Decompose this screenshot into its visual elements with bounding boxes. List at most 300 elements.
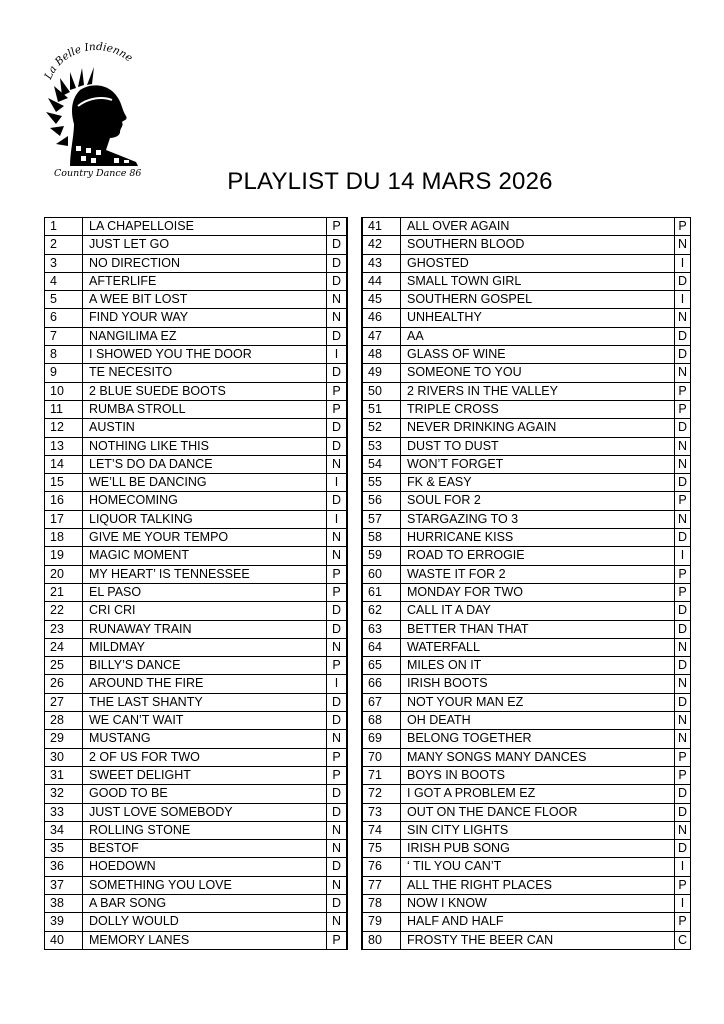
song-title: CALL IT A DAY bbox=[401, 602, 675, 620]
song-number: 16 bbox=[45, 492, 83, 510]
song-title: SOUTHERN BLOOD bbox=[401, 236, 675, 254]
song-title: AFTERLIFE bbox=[83, 272, 327, 290]
song-level-code: P bbox=[327, 748, 347, 766]
song-title: NO DIRECTION bbox=[83, 254, 327, 272]
song-level-code: P bbox=[327, 583, 347, 601]
song-number: 42 bbox=[363, 236, 401, 254]
song-title: LIQUOR TALKING bbox=[83, 510, 327, 528]
playlist-row bbox=[45, 474, 347, 492]
playlist-row bbox=[363, 858, 691, 876]
playlist-row bbox=[45, 675, 347, 693]
song-title: GOOD TO BE bbox=[83, 785, 327, 803]
song-number: 21 bbox=[45, 583, 83, 601]
song-title: NOTHING LIKE THIS bbox=[83, 437, 327, 455]
playlist-row bbox=[363, 291, 691, 309]
song-number: 66 bbox=[363, 675, 401, 693]
song-title: MAGIC MOMENT bbox=[83, 547, 327, 565]
playlist-row bbox=[45, 272, 347, 290]
playlist-row bbox=[45, 876, 347, 894]
playlist-row bbox=[45, 492, 347, 510]
song-level-code: I bbox=[675, 291, 691, 309]
song-level-code: N bbox=[327, 455, 347, 473]
song-level-code: I bbox=[675, 254, 691, 272]
song-number: 62 bbox=[363, 602, 401, 620]
song-number: 12 bbox=[45, 419, 83, 437]
song-title: RUNAWAY TRAIN bbox=[83, 620, 327, 638]
song-level-code: D bbox=[675, 657, 691, 675]
song-level-code: D bbox=[675, 785, 691, 803]
playlist-row bbox=[45, 638, 347, 656]
song-number: 22 bbox=[45, 602, 83, 620]
song-title: TE NECESITO bbox=[83, 364, 327, 382]
song-title: NEVER DRINKING AGAIN bbox=[401, 419, 675, 437]
song-number: 33 bbox=[45, 803, 83, 821]
playlist-row bbox=[363, 455, 691, 473]
playlist-row bbox=[363, 218, 691, 236]
logo-bottom-text: Country Dance 86 bbox=[54, 168, 142, 179]
song-title: I GOT A PROBLEM EZ bbox=[401, 785, 675, 803]
song-title: 2 BLUE SUEDE BOOTS bbox=[83, 382, 327, 400]
song-number: 25 bbox=[45, 657, 83, 675]
song-level-code: P bbox=[327, 931, 347, 949]
song-number: 64 bbox=[363, 638, 401, 656]
song-title: WASTE IT FOR 2 bbox=[401, 565, 675, 583]
song-number: 58 bbox=[363, 529, 401, 547]
song-level-code: D bbox=[675, 474, 691, 492]
playlist-row bbox=[363, 785, 691, 803]
song-title: GLASS OF WINE bbox=[401, 346, 675, 364]
song-number: 65 bbox=[363, 657, 401, 675]
playlist-row bbox=[363, 419, 691, 437]
playlist-row bbox=[45, 236, 347, 254]
song-level-code: D bbox=[327, 858, 347, 876]
playlist-row bbox=[363, 931, 691, 949]
song-number: 14 bbox=[45, 455, 83, 473]
song-level-code: N bbox=[327, 547, 347, 565]
song-number: 52 bbox=[363, 419, 401, 437]
song-number: 34 bbox=[45, 821, 83, 839]
song-title: SOUTHERN GOSPEL bbox=[401, 291, 675, 309]
song-number: 32 bbox=[45, 785, 83, 803]
song-title: BELONG TOGETHER bbox=[401, 730, 675, 748]
song-number: 8 bbox=[45, 346, 83, 364]
song-title: 2 OF US FOR TWO bbox=[83, 748, 327, 766]
playlist-row bbox=[45, 766, 347, 784]
song-level-code: N bbox=[327, 638, 347, 656]
song-number: 5 bbox=[45, 291, 83, 309]
song-level-code: I bbox=[675, 547, 691, 565]
song-title: JUST LET GO bbox=[83, 236, 327, 254]
song-title: WATERFALL bbox=[401, 638, 675, 656]
song-level-code: N bbox=[675, 236, 691, 254]
song-title: ROAD TO ERROGIE bbox=[401, 547, 675, 565]
playlist-row bbox=[45, 712, 347, 730]
song-level-code: C bbox=[675, 931, 691, 949]
song-level-code: D bbox=[327, 894, 347, 912]
song-level-code: N bbox=[675, 510, 691, 528]
playlist-row bbox=[45, 327, 347, 345]
playlist-row bbox=[45, 821, 347, 839]
song-level-code: D bbox=[675, 529, 691, 547]
playlist-row bbox=[45, 913, 347, 931]
playlist-row bbox=[45, 748, 347, 766]
song-number: 51 bbox=[363, 400, 401, 418]
song-level-code: D bbox=[327, 492, 347, 510]
playlist-row bbox=[363, 565, 691, 583]
playlist-row bbox=[363, 876, 691, 894]
song-title: HALF AND HALF bbox=[401, 913, 675, 931]
song-level-code: P bbox=[327, 766, 347, 784]
song-title: HOEDOWN bbox=[83, 858, 327, 876]
song-title: A BAR SONG bbox=[83, 894, 327, 912]
playlist-row bbox=[45, 730, 347, 748]
svg-text:La Belle Indienne bbox=[42, 41, 135, 82]
song-title: RUMBA STROLL bbox=[83, 400, 327, 418]
song-title: ROLLING STONE bbox=[83, 821, 327, 839]
song-number: 37 bbox=[45, 876, 83, 894]
song-level-code: N bbox=[675, 821, 691, 839]
song-title: SOMETHING YOU LOVE bbox=[83, 876, 327, 894]
song-number: 49 bbox=[363, 364, 401, 382]
song-number: 50 bbox=[363, 382, 401, 400]
song-level-code: N bbox=[675, 675, 691, 693]
song-level-code: I bbox=[327, 346, 347, 364]
song-number: 13 bbox=[45, 437, 83, 455]
song-title: NANGILIMA EZ bbox=[83, 327, 327, 345]
song-title: ALL OVER AGAIN bbox=[401, 218, 675, 236]
song-level-code: N bbox=[675, 730, 691, 748]
song-number: 73 bbox=[363, 803, 401, 821]
song-number: 40 bbox=[45, 931, 83, 949]
song-level-code: N bbox=[675, 309, 691, 327]
song-title: MANY SONGS MANY DANCES bbox=[401, 748, 675, 766]
song-number: 11 bbox=[45, 400, 83, 418]
song-number: 3 bbox=[45, 254, 83, 272]
playlist-row bbox=[363, 254, 691, 272]
song-title: SIN CITY LIGHTS bbox=[401, 821, 675, 839]
song-title: MILES ON IT bbox=[401, 657, 675, 675]
song-title: ‘ TIL YOU CAN’T bbox=[401, 858, 675, 876]
song-number: 10 bbox=[45, 382, 83, 400]
song-number: 77 bbox=[363, 876, 401, 894]
song-level-code: D bbox=[675, 693, 691, 711]
song-number: 29 bbox=[45, 730, 83, 748]
song-title: BILLY’S DANCE bbox=[83, 657, 327, 675]
song-number: 47 bbox=[363, 327, 401, 345]
playlist-row bbox=[363, 913, 691, 931]
song-number: 57 bbox=[363, 510, 401, 528]
song-title: CRI CRI bbox=[83, 602, 327, 620]
song-number: 41 bbox=[363, 218, 401, 236]
playlist-row bbox=[45, 437, 347, 455]
song-number: 20 bbox=[45, 565, 83, 583]
song-level-code: D bbox=[675, 803, 691, 821]
song-level-code: D bbox=[327, 364, 347, 382]
song-title: BOYS IN BOOTS bbox=[401, 766, 675, 784]
song-level-code: D bbox=[675, 327, 691, 345]
playlist-row bbox=[45, 346, 347, 364]
song-level-code: P bbox=[675, 218, 691, 236]
playlist-row bbox=[45, 382, 347, 400]
song-title: MEMORY LANES bbox=[83, 931, 327, 949]
song-title: EL PASO bbox=[83, 583, 327, 601]
song-level-code: P bbox=[327, 382, 347, 400]
playlist-row bbox=[363, 510, 691, 528]
song-level-code: D bbox=[327, 602, 347, 620]
song-level-code: D bbox=[327, 712, 347, 730]
song-number: 9 bbox=[45, 364, 83, 382]
song-level-code: D bbox=[327, 620, 347, 638]
song-number: 4 bbox=[45, 272, 83, 290]
playlist-row bbox=[45, 547, 347, 565]
song-number: 46 bbox=[363, 309, 401, 327]
song-level-code: D bbox=[327, 693, 347, 711]
song-level-code: D bbox=[327, 254, 347, 272]
song-title: WE’LL BE DANCING bbox=[83, 474, 327, 492]
song-title: FIND YOUR WAY bbox=[83, 309, 327, 327]
song-level-code: N bbox=[675, 712, 691, 730]
playlist-row bbox=[45, 455, 347, 473]
song-number: 23 bbox=[45, 620, 83, 638]
indian-headdress-logo-image bbox=[40, 40, 155, 180]
song-number: 31 bbox=[45, 766, 83, 784]
playlist-row bbox=[363, 474, 691, 492]
song-number: 1 bbox=[45, 218, 83, 236]
song-level-code: D bbox=[327, 272, 347, 290]
song-level-code: P bbox=[675, 748, 691, 766]
song-number: 17 bbox=[45, 510, 83, 528]
song-level-code: N bbox=[675, 437, 691, 455]
song-level-code: P bbox=[675, 400, 691, 418]
playlist-row bbox=[45, 218, 347, 236]
song-number: 36 bbox=[45, 858, 83, 876]
playlist-row bbox=[45, 657, 347, 675]
song-title: MILDMAY bbox=[83, 638, 327, 656]
song-number: 54 bbox=[363, 455, 401, 473]
song-title: MUSTANG bbox=[83, 730, 327, 748]
playlist-row bbox=[45, 620, 347, 638]
song-level-code: D bbox=[327, 785, 347, 803]
song-number: 63 bbox=[363, 620, 401, 638]
song-number: 28 bbox=[45, 712, 83, 730]
song-number: 2 bbox=[45, 236, 83, 254]
song-level-code: P bbox=[675, 382, 691, 400]
playlist-row bbox=[45, 803, 347, 821]
song-title: UNHEALTHY bbox=[401, 309, 675, 327]
song-number: 75 bbox=[363, 840, 401, 858]
playlist-row bbox=[363, 693, 691, 711]
song-title: AA bbox=[401, 327, 675, 345]
song-number: 55 bbox=[363, 474, 401, 492]
song-number: 72 bbox=[363, 785, 401, 803]
playlist-row bbox=[363, 821, 691, 839]
song-level-code: N bbox=[327, 529, 347, 547]
song-title: IRISH BOOTS bbox=[401, 675, 675, 693]
playlist-row bbox=[45, 529, 347, 547]
song-number: 44 bbox=[363, 272, 401, 290]
playlist-row bbox=[363, 327, 691, 345]
club-logo bbox=[40, 40, 155, 180]
playlist-row bbox=[363, 602, 691, 620]
song-title: NOT YOUR MAN EZ bbox=[401, 693, 675, 711]
playlist-row bbox=[45, 785, 347, 803]
song-title: STARGAZING TO 3 bbox=[401, 510, 675, 528]
playlist-row bbox=[363, 364, 691, 382]
song-number: 19 bbox=[45, 547, 83, 565]
playlist-row bbox=[45, 291, 347, 309]
song-title: LET’S DO DA DANCE bbox=[83, 455, 327, 473]
song-level-code: I bbox=[327, 510, 347, 528]
playlist-row bbox=[363, 272, 691, 290]
song-title: IRISH PUB SONG bbox=[401, 840, 675, 858]
song-number: 24 bbox=[45, 638, 83, 656]
song-title: BETTER THAN THAT bbox=[401, 620, 675, 638]
song-title: I SHOWED YOU THE DOOR bbox=[83, 346, 327, 364]
playlist-row bbox=[363, 840, 691, 858]
playlist-row bbox=[363, 492, 691, 510]
song-title: FK & EASY bbox=[401, 474, 675, 492]
playlist-table-left bbox=[44, 217, 347, 950]
song-level-code: P bbox=[675, 913, 691, 931]
playlist-row bbox=[45, 693, 347, 711]
song-title: A WEE BIT LOST bbox=[83, 291, 327, 309]
song-title: SMALL TOWN GIRL bbox=[401, 272, 675, 290]
song-number: 26 bbox=[45, 675, 83, 693]
song-title: JUST LOVE SOMEBODY bbox=[83, 803, 327, 821]
playlist-row bbox=[363, 547, 691, 565]
song-title: MY HEART’ IS TENNESSEE bbox=[83, 565, 327, 583]
song-level-code: D bbox=[327, 803, 347, 821]
song-level-code: N bbox=[675, 364, 691, 382]
song-number: 60 bbox=[363, 565, 401, 583]
playlist-row bbox=[45, 565, 347, 583]
song-title: 2 RIVERS IN THE VALLEY bbox=[401, 382, 675, 400]
song-number: 6 bbox=[45, 309, 83, 327]
song-number: 35 bbox=[45, 840, 83, 858]
song-level-code: N bbox=[327, 291, 347, 309]
song-level-code: D bbox=[327, 419, 347, 437]
playlist-row bbox=[45, 583, 347, 601]
song-level-code: P bbox=[675, 565, 691, 583]
song-title: SWEET DELIGHT bbox=[83, 766, 327, 784]
song-level-code: I bbox=[327, 474, 347, 492]
playlist-row bbox=[363, 803, 691, 821]
playlist-row bbox=[45, 840, 347, 858]
song-title: NOW I KNOW bbox=[401, 894, 675, 912]
song-number: 53 bbox=[363, 437, 401, 455]
song-level-code: D bbox=[327, 437, 347, 455]
song-level-code: I bbox=[675, 894, 691, 912]
playlist-row bbox=[45, 419, 347, 437]
logo-arc-text: La Belle Indienne bbox=[42, 40, 135, 82]
song-title: HURRICANE KISS bbox=[401, 529, 675, 547]
song-title: BESTOF bbox=[83, 840, 327, 858]
song-title: MONDAY FOR TWO bbox=[401, 583, 675, 601]
song-level-code: N bbox=[327, 309, 347, 327]
song-number: 70 bbox=[363, 748, 401, 766]
song-level-code: D bbox=[675, 419, 691, 437]
song-level-code: N bbox=[327, 821, 347, 839]
song-level-code: D bbox=[675, 620, 691, 638]
song-level-code: N bbox=[327, 730, 347, 748]
playlist-row bbox=[363, 620, 691, 638]
song-number: 27 bbox=[45, 693, 83, 711]
song-level-code: P bbox=[327, 218, 347, 236]
song-level-code: P bbox=[675, 766, 691, 784]
song-level-code: D bbox=[675, 602, 691, 620]
song-title: ALL THE RIGHT PLACES bbox=[401, 876, 675, 894]
song-level-code: P bbox=[675, 492, 691, 510]
playlist-row bbox=[363, 400, 691, 418]
song-title: AROUND THE FIRE bbox=[83, 675, 327, 693]
song-level-code: P bbox=[327, 565, 347, 583]
playlist-row bbox=[45, 254, 347, 272]
song-title: LA CHAPELLOISE bbox=[83, 218, 327, 236]
playlist-row bbox=[363, 309, 691, 327]
song-number: 30 bbox=[45, 748, 83, 766]
song-number: 59 bbox=[363, 547, 401, 565]
song-title: AUSTIN bbox=[83, 419, 327, 437]
song-level-code: N bbox=[327, 913, 347, 931]
song-level-code: I bbox=[675, 858, 691, 876]
song-number: 74 bbox=[363, 821, 401, 839]
song-level-code: D bbox=[327, 327, 347, 345]
song-level-code: N bbox=[327, 840, 347, 858]
song-title: WE CAN’T WAIT bbox=[83, 712, 327, 730]
song-title: GIVE ME YOUR TEMPO bbox=[83, 529, 327, 547]
song-number: 43 bbox=[363, 254, 401, 272]
playlist-row bbox=[363, 583, 691, 601]
playlist-row bbox=[363, 638, 691, 656]
playlist-row bbox=[363, 529, 691, 547]
song-number: 38 bbox=[45, 894, 83, 912]
song-number: 76 bbox=[363, 858, 401, 876]
playlist-row bbox=[45, 309, 347, 327]
song-number: 67 bbox=[363, 693, 401, 711]
song-level-code: D bbox=[675, 272, 691, 290]
playlist-row bbox=[363, 730, 691, 748]
playlist-row bbox=[45, 602, 347, 620]
song-title: HOMECOMING bbox=[83, 492, 327, 510]
song-title: WON’T FORGET bbox=[401, 455, 675, 473]
playlist-row bbox=[45, 858, 347, 876]
song-number: 7 bbox=[45, 327, 83, 345]
song-title: THE LAST SHANTY bbox=[83, 693, 327, 711]
playlist-row bbox=[363, 236, 691, 254]
song-number: 61 bbox=[363, 583, 401, 601]
column-gap bbox=[347, 217, 362, 950]
song-number: 68 bbox=[363, 712, 401, 730]
song-title: DUST TO DUST bbox=[401, 437, 675, 455]
playlist-row bbox=[363, 382, 691, 400]
song-number: 48 bbox=[363, 346, 401, 364]
playlist-row bbox=[45, 364, 347, 382]
song-level-code: N bbox=[327, 876, 347, 894]
song-level-code: D bbox=[675, 840, 691, 858]
song-number: 80 bbox=[363, 931, 401, 949]
song-level-code: N bbox=[675, 455, 691, 473]
song-title: TRIPLE CROSS bbox=[401, 400, 675, 418]
song-number: 56 bbox=[363, 492, 401, 510]
song-title: OUT ON THE DANCE FLOOR bbox=[401, 803, 675, 821]
song-number: 71 bbox=[363, 766, 401, 784]
song-number: 79 bbox=[363, 913, 401, 931]
playlist-row bbox=[363, 437, 691, 455]
playlist-table-right bbox=[362, 217, 691, 950]
song-title: FROSTY THE BEER CAN bbox=[401, 931, 675, 949]
song-level-code: P bbox=[327, 400, 347, 418]
playlist-row bbox=[363, 675, 691, 693]
